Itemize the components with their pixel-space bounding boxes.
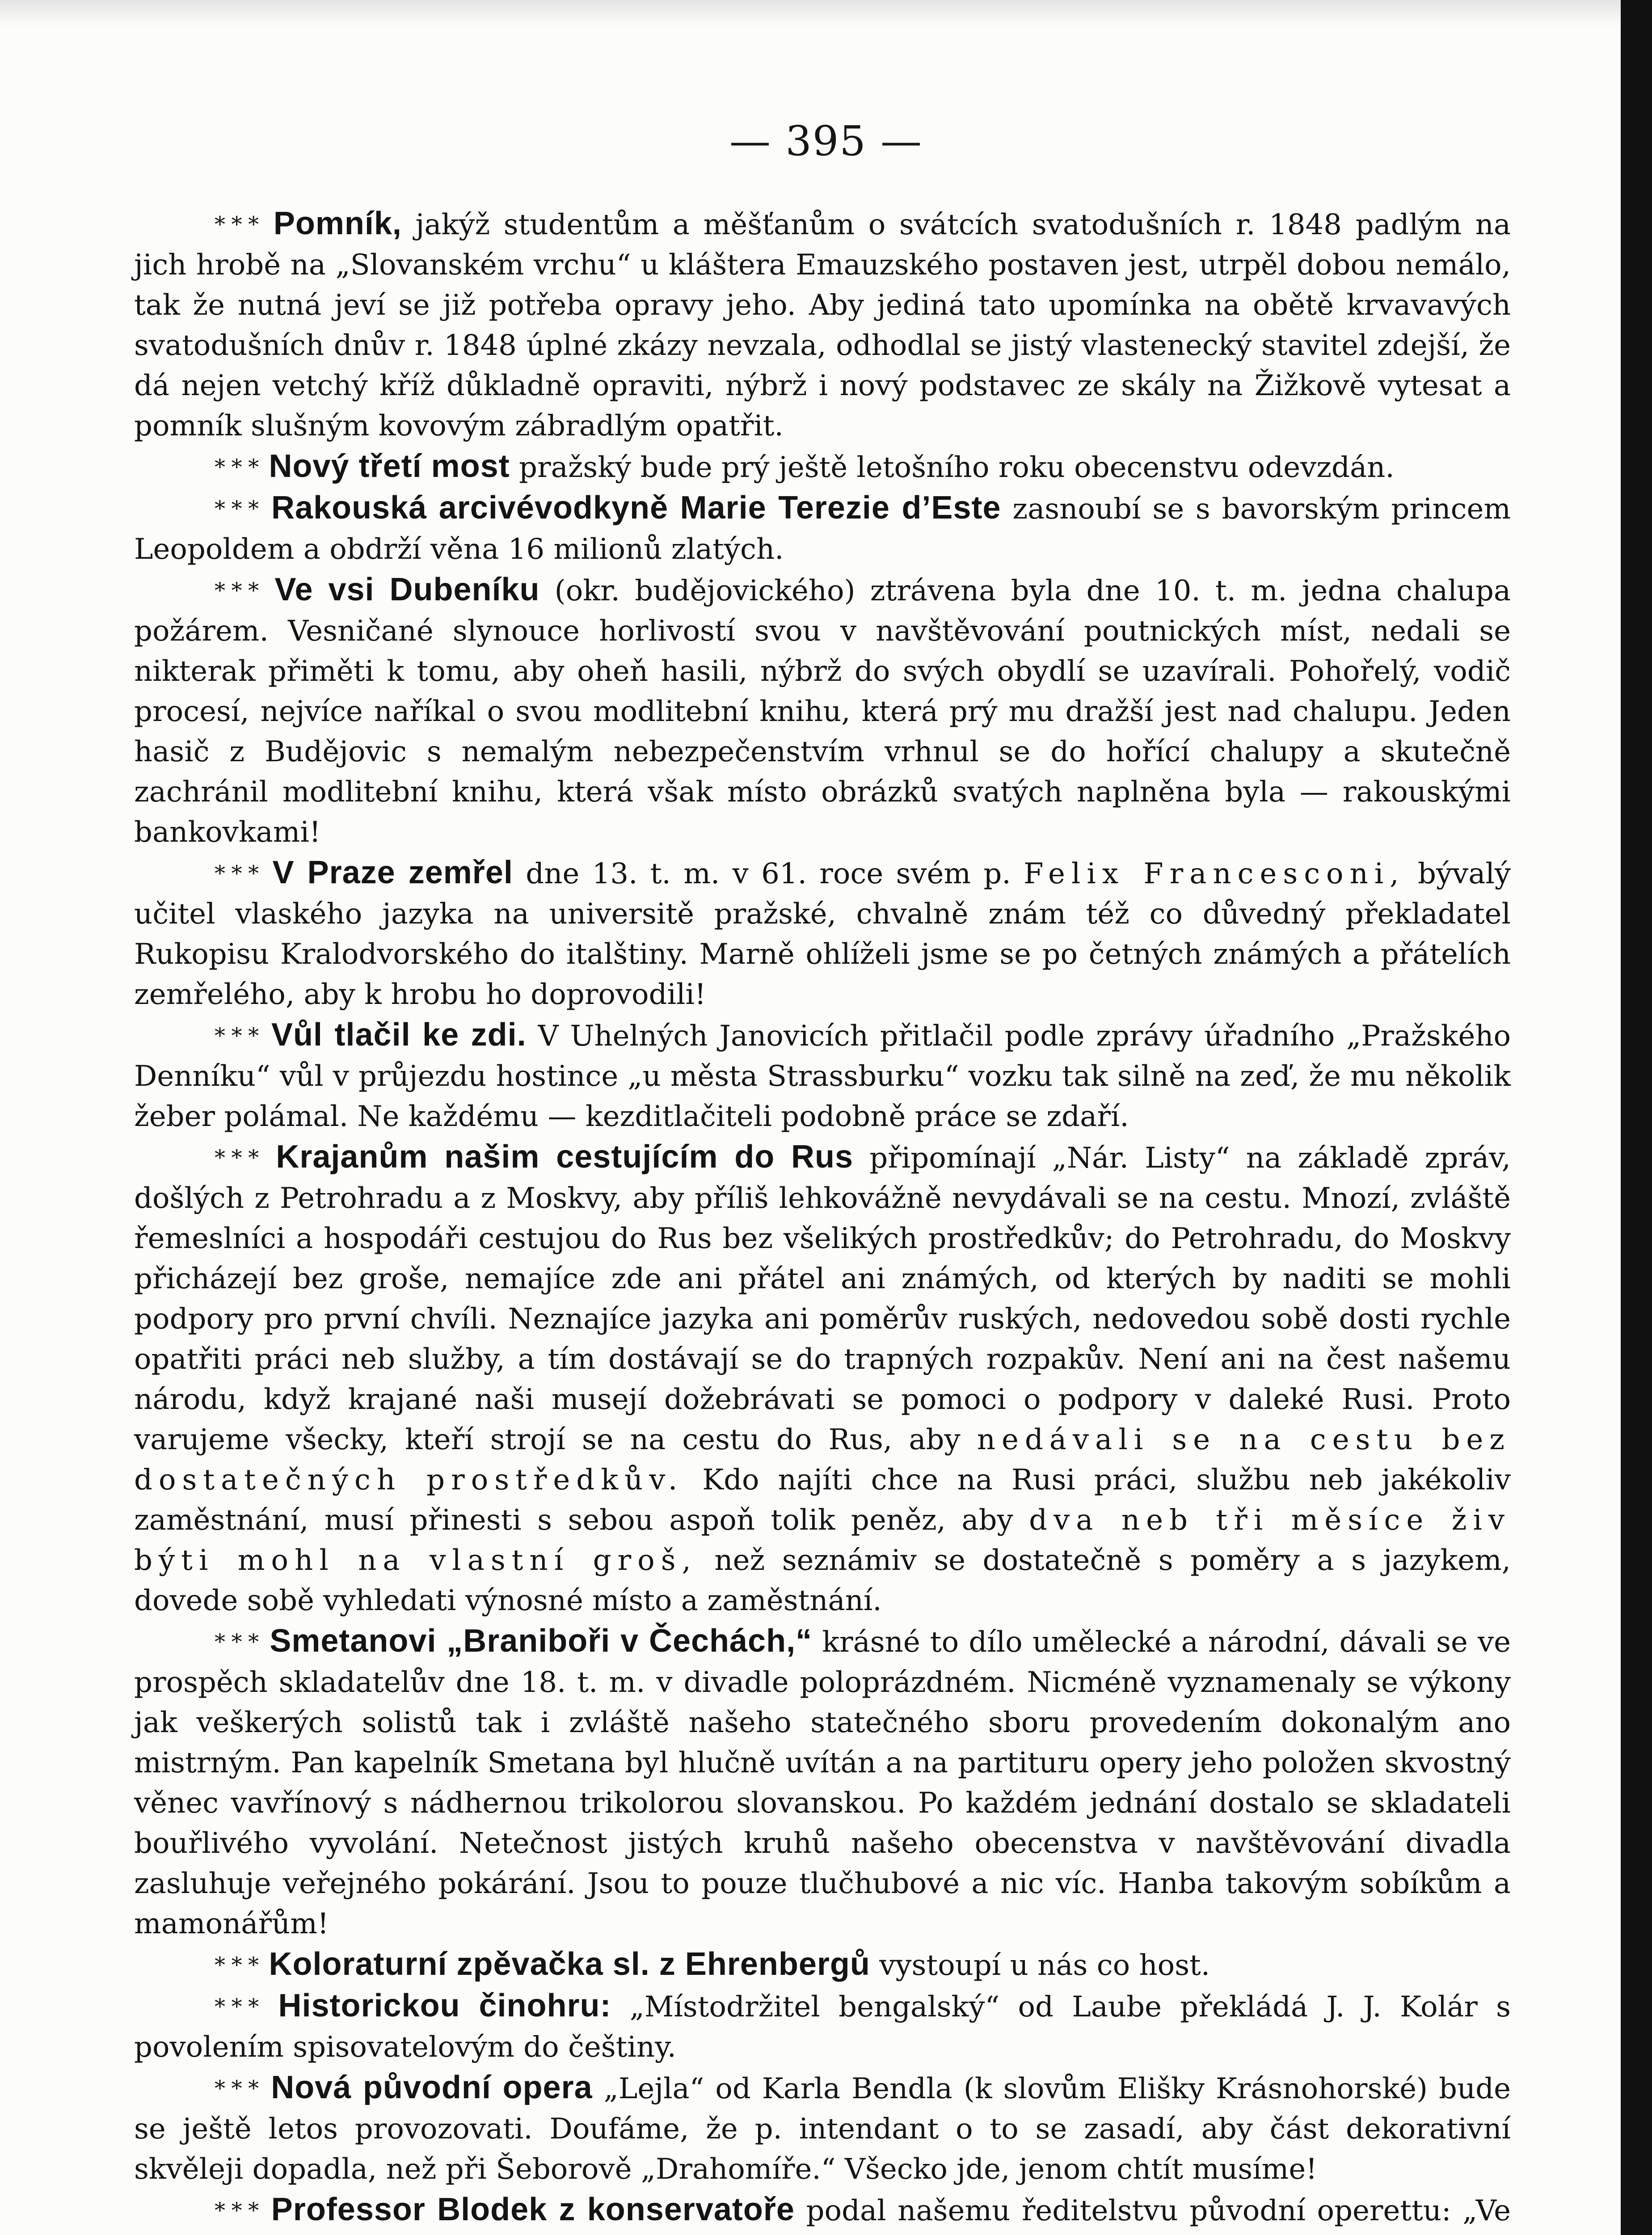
star-separator-icon: * * *: [215, 2076, 260, 2101]
item-text: bývalý učitel vlaského jazyka na universitě pražské, chvalně znám též co důvedný překladatel Rukopisu Kralodvorského do italštiny. Marně ohlíželi jsme se po četných známých a přátelích zemřelého, aby k hrobu ho doprovodili!: [134, 857, 1511, 1011]
news-item-dubenik: [134, 569, 1511, 852]
item-text: vystoupí u nás co host.: [870, 1949, 1210, 1982]
item-text: podal našemu ředitelstvu původní operettu: „Ve: [806, 2194, 1511, 2227]
news-item-cinohra: [134, 1986, 1511, 2067]
star-separator-icon: * * *: [215, 1952, 260, 1978]
page-number: — 395 —: [729, 117, 923, 165]
item-heading: Krajanům našim cestujícím do Rus: [276, 1139, 854, 1175]
star-separator-icon: * * *: [215, 496, 260, 521]
item-heading: Historickou činohru:: [278, 1988, 611, 2024]
item-heading: V Praze zemřel: [272, 855, 513, 890]
item-text: připomínají „Nár. Listy“ na základě zpráv, došlých z Petrohradu a z Moskvy, aby příliš lehkovážně nevydávali se na cestu. Mnozí, zvláště řemeslníci a hospodáři cestujou do Rus bez všelikých prostředkův; do Petrohradu, do Moskvy přicházejí bez groše, nemajíce zde ani přátel ani známých, od kterých by naditi se mohli podpory pro první chvíli. Neznajíce jazyka ani poměrův ruských, nedovedou sobě dosti rychle opatřiti práci neb služby, a tím dostávají se do trapných rozpakův. Není ani na čest našemu národu, když krajané naši musejí dožebrávati se pomoci o podpory v daleké Rusi. Proto varujeme všecky, kteří strojí se na cestu do Rus, aby: [134, 1142, 1511, 1456]
item-heading: Koloraturní zpěvačka sl. z Ehrenbergů: [269, 1946, 870, 1982]
news-item-treti-most: [134, 446, 1511, 488]
star-separator-icon: * * *: [215, 2198, 260, 2223]
item-heading: Professor Blodek z konservatoře: [271, 2192, 795, 2227]
item-text: „Místodržitel bengalský“ od Laube překládá J. J. Kolár s povolením spisovatelovým do češtiny.: [134, 1990, 1511, 2064]
item-text: dne 13. t. m. v 61. roce svém p.: [513, 857, 1024, 890]
star-separator-icon: * * *: [215, 1994, 260, 2019]
spaced-phrase: nedávali se na cestu bez dostatečných prostředkův.: [134, 1423, 1511, 1497]
item-heading: Rakouská arcivévodkyně Marie Terezie d’Este: [271, 490, 1001, 526]
news-item-zemrel: [134, 852, 1511, 1015]
spaced-name: Felix Francesconi,: [1024, 857, 1405, 890]
scan-edge: [1621, 0, 1652, 2235]
news-item-krajane: [134, 1137, 1511, 1621]
item-heading: Ve vsi Dubeníku: [274, 572, 540, 607]
star-separator-icon: * * *: [215, 578, 260, 603]
item-heading: Pomník,: [273, 206, 402, 241]
item-text: V Uhelných Janovicích přitlačil podle zprávy úřadního „Pražského Denníku“ vůl v průjezdu hostince „u města Strassburku“ vozku tak silně na zeď, že mu několik žeber polámal. Ne každému — kezditlačiteli podobně práce se zdaří.: [134, 1020, 1511, 1133]
star-separator-icon: * * *: [215, 455, 260, 480]
news-item-opera: [134, 2067, 1511, 2189]
item-heading: Nový třetí most: [269, 448, 510, 484]
news-item-vul: [134, 1015, 1511, 1137]
item-text: než seznámiv se dostatečně s poměry a s jazykem, dovede sobě vyhledati výnosné místo a zaměstnání.: [134, 1544, 1511, 1617]
star-separator-icon: * * *: [215, 1629, 260, 1654]
news-item-arcivevodkyne: [134, 488, 1511, 569]
item-heading: Nová původní opera: [271, 2070, 593, 2105]
news-item-blodek: [134, 2189, 1511, 2235]
news-item-pomnik: [134, 203, 1511, 446]
item-text: zasnoubí se s bavorským princem Leopoldem a obdrží věna 16 milionů zlatých.: [134, 493, 1511, 566]
star-separator-icon: * * *: [215, 212, 260, 237]
item-text: pražský bude prý ještě letošního roku obecenstvu odevzdán.: [510, 451, 1395, 484]
item-text: (okr. budějovického) ztrávena byla dne 10. t. m. jedna chalupa požárem. Vesničané slynouce horlivostí svou v navštěvování poutnických míst, nedali se nikterak přiměti k tomu, aby oheň hasili, nýbrž do svých obydlí se uzavírali. Pohořelý, vodič procesí, nejvíce naříkal o svou modlitební knihu, která prý mu dražší jest nad chalupu. Jeden hasič z Budějovic s nemalým nebezpečenstvím vrhnul se do hořící chalupy a skutečně zachránil modlitební knihu, která však místo obrázků svatých naplněna byla — rakouskými bankovkami!: [134, 574, 1511, 849]
news-column: [134, 203, 1511, 2235]
item-text: Kdo najíti chce na Rusi práci, službu neb jakékoliv zaměstnání, musí přinesti s sebou aspoň tolik peněz, aby: [134, 1463, 1511, 1537]
item-heading: Smetanovi „Braniboři v Čechách,“: [270, 1623, 813, 1659]
item-text: jakýž studentům a měšťanům o svátcích svatodušních r. 1848 padlým na jich hrobě na „Slovanském vrchu“ u kláštera Emauzského postaven jest, utrpěl dobou nemálo, tak že nutná jeví se již potřeba opravy jeho. Aby jediná tato upomínka na obětě krvavavých svatodušních dnův r. 1848 úplné zkázy nevzala, odhodlal se jistý vlastenecký stavitel zdejší, že dá nejen vetchý kříž důkladně opraviti, nýbrž i nový podstavec ze skály na Žižkově vytesat a pomník slušným kovovým zábradlým opatřit.: [134, 208, 1511, 443]
star-separator-icon: * * *: [215, 1023, 260, 1048]
news-item-koloraturni: [134, 1944, 1511, 1986]
spaced-phrase: dva neb tři měsíce živ býti mohl na vlastní groš,: [134, 1504, 1511, 1577]
item-heading: Vůl tlačil ke zdi.: [271, 1017, 527, 1053]
item-text: „Lejla“ od Karla Bendla (k slovům Elišky Krásnohorské) bude se ještě letos provozovati. Doufáme, že p. intendant o to se zasadí, aby část dekorativní skvěleji dopadla, než při Šeborově „Drahomíře.“ Všecko jde, jenom chtít musíme!: [134, 2072, 1511, 2186]
star-separator-icon: * * *: [215, 861, 260, 886]
star-separator-icon: * * *: [215, 1145, 260, 1170]
news-item-branibori: [134, 1621, 1511, 1944]
item-text: krásné to dílo umělecké a národní, dávali se ve prospěch skladatelův dne 18. t. m. v divadle poloprázdném. Nicméně vyznamenaly se výkony jak veškerých solistů tak i zvláště našeho statečného sboru provedením dokonalým ano mistrným. Pan kapelník Smetana byl hlučně uvítán a na partituru opery jeho položen skvostný věnec vavřínový s nádhernou trikolorou slovanskou. Po každém jednání dostalo se skladateli bouřlivého vyvolání. Netečnost jistých kruhů našeho obecenstva v navštěvování divadla zasluhuje veřejného pokárání. Jsou to pouze tlučhubové a nic víc. Hanba takovým sobíkům a mamonářům!: [134, 1626, 1511, 1940]
